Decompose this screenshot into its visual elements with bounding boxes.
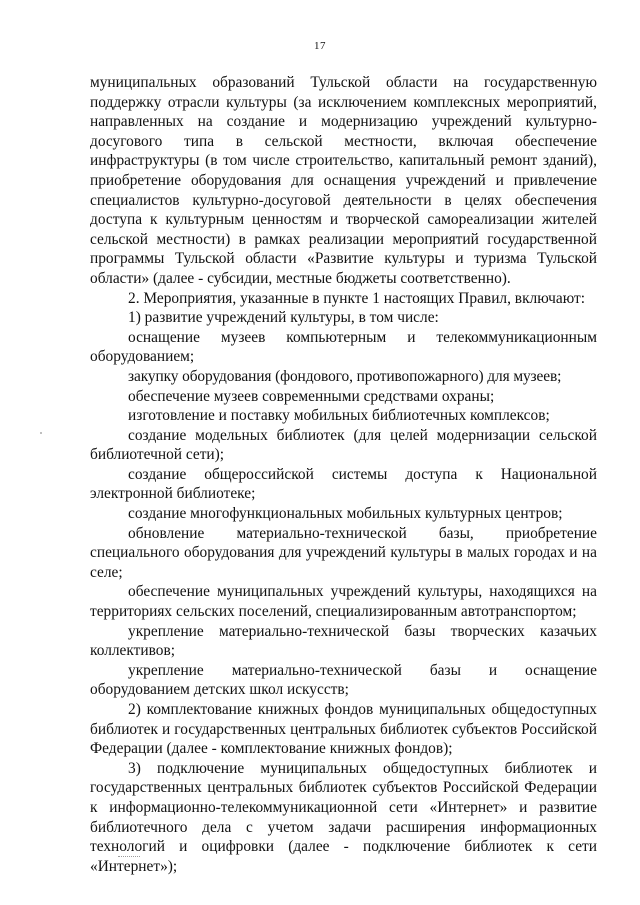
paragraph-subitem-3: 3) подключение муниципальных общедоступных библиотек и государственных центральных библиотек субъектов Российской Федерации к информационно-телекоммуникационной сети «Интернет» и развитие библиотечного дела с учетом задачи расширения информационных технологий и оцифровки (далее - подключение библиотек к сети «Интернет»); [90,759,597,875]
list-item: обновление материально-технической базы, приобретение специального оборудования для учреждений культуры в малых городах и на селе; [90,524,597,581]
list-item: укрепление материально-технической базы и оснащение оборудованием детских школ искусств; [90,661,597,699]
list-item: создание общероссийской системы доступа к Национальной электронной библиотеке; [90,465,597,503]
paragraph-continuation: муниципальных образований Тульской области на государственную поддержку отрасли культуры (за исключением комплексных мероприятий, направленных на создание и модернизацию учреждений культурно-досугового типа в сельской местности, включая обеспечение инфраструктуры (в том числе строительство, капитальный ремонт зданий), приобретение оборудования для оснащения учреждений и привлечение специалистов культурно-досуговой деятельности в целях обеспечения доступа к культурным ценностям и творческой самореализации жителей сельской местности) в рамках реализации мероприятий государственной программы Тульской области «Развитие культуры и туризма Тульской области» (далее - субсидии, местные бюджеты соответственно). [90,74,597,287]
list-item: укрепление материально-технической базы творческих казачьих коллективов; [90,622,597,660]
document-body [90,73,597,876]
scan-speck [118,856,140,859]
list-item: оснащение музеев компьютерным и телекоммуникационным оборудованием; [90,328,597,366]
paragraph-item-2: 2. Мероприятия, указанные в пункте 1 настоящих Правил, включают: [128,289,586,307]
paragraph-subitem-2: 2) комплектование книжных фондов муниципальных общедоступных библиотек и государственных центральных библиотек субъектов Российской Федерации (далее - комплектование книжных фондов); [90,701,597,758]
list-item: создание модельных библиотек (для целей модернизации сельской библиотечной сети); [90,426,597,464]
list-item: обеспечение музеев современными средствами охраны; [128,387,495,405]
list-item: изготовление и поставку мобильных библиотечных комплексов; [128,407,550,425]
list-item: создание многофункциональных мобильных культурных центров; [128,505,563,523]
scan-speck [40,432,42,434]
list-item: закупку оборудования (фондового, противопожарного) для музеев; [128,367,562,385]
paragraph-subitem-1: 1) развитие учреждений культуры, в том числе: [128,309,439,327]
page-number: 17 [314,40,326,52]
list-item: обеспечение муниципальных учреждений культуры, находящихся на территориях сельских поселений, специализированным автотранспортом; [90,583,597,621]
